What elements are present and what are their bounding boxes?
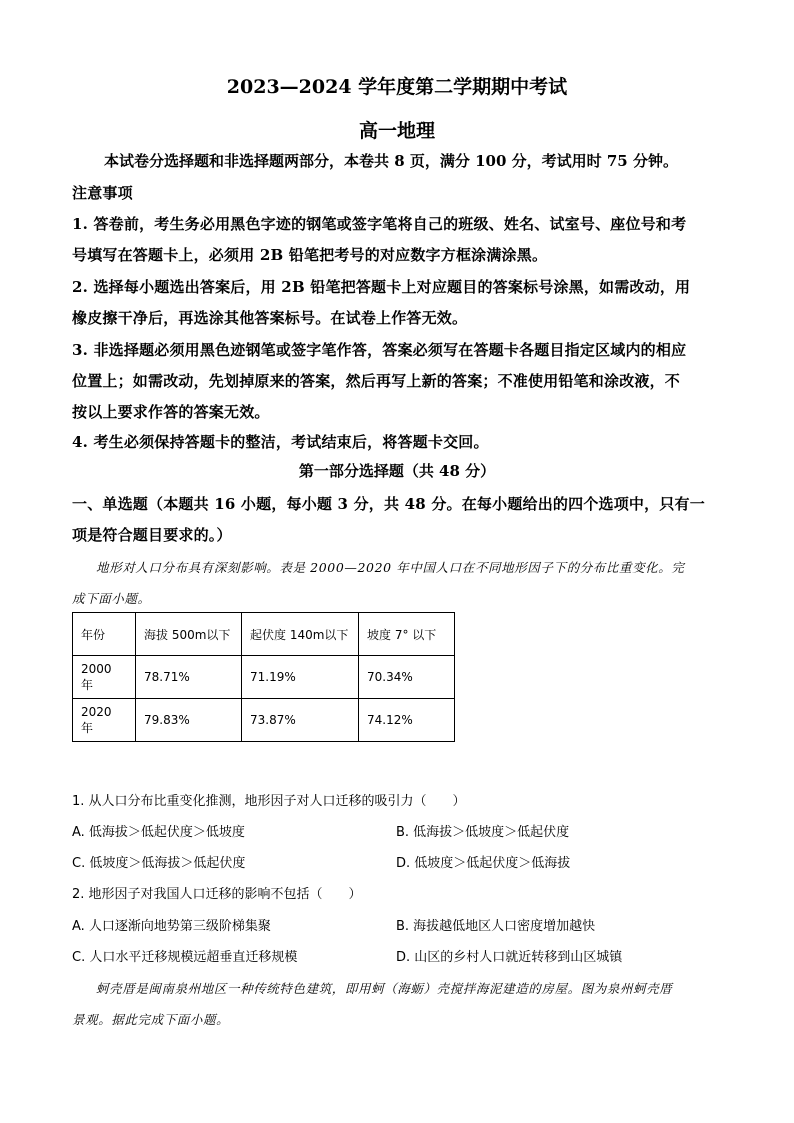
option-d: D. 山区的乡村人口就近转移到山区城镇 [396,950,623,965]
table-cell: 78.71% [136,656,242,699]
notice-line: 2. 选择每小题选出答案后，用 2B 铅笔把答题卡上对应题目的答案标号涂黑，如需改动，用 [72,278,691,296]
table-header-cell: 年份 [73,613,136,656]
notice-line: 位置上；如需改动，先划掉原来的答案，然后再写上新的答案；不准使用铅笔和涂改液，不 [72,372,681,390]
option-b: B. 海拔越低地区人口密度增加越快 [396,919,596,934]
table-header-cell: 起伏度 140m以下 [242,613,359,656]
option-d: D. 低坡度＞低起伏度＞低海拔 [396,856,571,871]
passage-text: 景观。据此完成下面小题。 [72,1012,230,1027]
notice-line: 1. 答卷前，考生务必用黑色字迹的钢笔或签字笔将自己的班级、姓名、试室号、座位号和考 [72,215,687,233]
question-stem: 1. 从人口分布比重变化推测，地形因子对人口迁移的吸引力（ ） [72,794,466,809]
table-cell: 2020 年 [73,699,136,742]
part1-heading: 第一部分选择题（共 48 分） [298,462,496,480]
table-cell: 73.87% [242,699,359,742]
notice-line: 4. 考生必须保持答题卡的整洁，考试结束后，将答题卡交回。 [72,433,489,451]
table-cell: 74.12% [359,699,455,742]
population-table [72,612,455,742]
notice-line: 号填写在答题卡上，必须用 2B 铅笔把考号的对应数字方框涂满涂黑。 [72,246,548,264]
table-cell: 2000 年 [73,656,136,699]
notice-line: 橡皮擦干净后，再选涂其他答案标号。在试卷上作答无效。 [72,309,468,327]
option-b: B. 低海拔＞低坡度＞低起伏度 [396,825,570,840]
table-row [73,656,455,699]
option-c: C. 低坡度＞低海拔＞低起伏度 [72,856,246,871]
notice-line: 3. 非选择题必须用黑色迹钢笔或签字笔作答，答案必须写在答题卡各题目指定区域内的相应 [72,341,687,359]
section-instruction: 一、单选题（本题共 16 小题，每小题 3 分，共 48 分。在每小题给出的四个选项中，只有一 [72,495,705,513]
table-header-cell: 坡度 7° 以下 [359,613,455,656]
table-cell: 79.83% [136,699,242,742]
passage-text: 成下面小题。 [72,591,151,606]
passage-text: 地形对人口分布具有深刻影响。表是 2000—2020 年中国人口在不同地形因子下的分布比重变化。完 [96,560,685,575]
option-a: A. 低海拔＞低起伏度＞低坡度 [72,825,245,840]
table-cell: 70.34% [359,656,455,699]
exam-subject: 高一地理 [358,120,435,142]
section-instruction: 项是符合题目要求的。） [72,526,232,544]
exam-intro: 本试卷分选择题和非选择题两部分，本卷共 8 页，满分 100 分，考试用时 75 分钟。 [104,152,678,170]
table-row [73,699,455,742]
table-header-cell: 海拔 500m以下 [136,613,242,656]
exam-title: 2023—2024 学年度第二学期期中考试 [226,76,568,98]
question-stem: 2. 地形因子对我国人口迁移的影响不包括（ ） [72,887,362,902]
option-a: A. 人口逐渐向地势第三级阶梯集聚 [72,919,271,934]
table-cell: 71.19% [242,656,359,699]
passage-text: 蚵壳厝是闽南泉州地区一种传统特色建筑，即用蚵（海蛎）壳搅拌海泥建造的房屋。图为泉州蚵壳厝 [96,981,673,996]
table-header-row [73,613,455,656]
option-c: C. 人口水平迁移规模远超垂直迁移规模 [72,950,298,965]
notice-line: 按以上要求作答的答案无效。 [72,403,270,421]
notice-heading: 注意事项 [72,184,133,202]
